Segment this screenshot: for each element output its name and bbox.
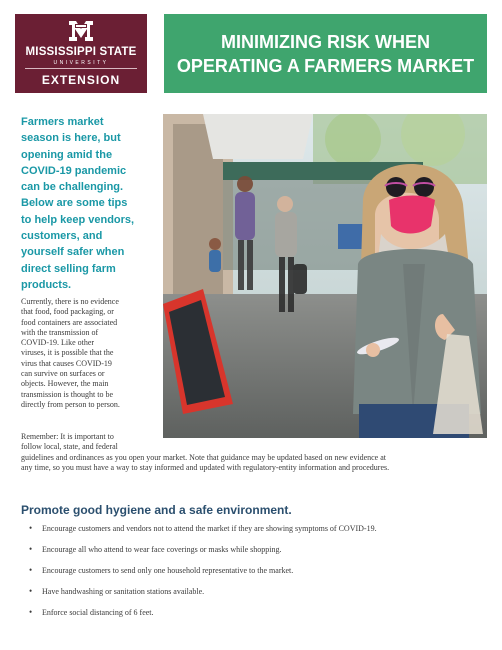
- paragraph-line: that food, food packaging, or: [21, 307, 114, 317]
- list-item: • Encourage customers to send only one household representative to the market.: [29, 563, 489, 584]
- intro-line: customers, and: [21, 230, 103, 243]
- intro-line: season is here, but: [21, 132, 121, 145]
- page-title-line-2: OPERATING A FARMERS MARKET: [176, 56, 475, 76]
- remember-paragraph: [21, 432, 491, 473]
- msu-extension-logo: [15, 14, 147, 93]
- paragraph-line: Remember: It is important to: [21, 432, 114, 441]
- hygiene-tips-list: [29, 521, 489, 626]
- logo-university-name: MISSISSIPPI STATE: [25, 46, 137, 58]
- intro-line: Farmers market: [21, 116, 104, 128]
- paragraph-line: guidelines and ordinances as you open your market. Note that guidance may be updated based on new evidence at: [21, 452, 386, 462]
- list-item: • Encourage all who attend to wear face coverings or masks while shopping.: [29, 542, 489, 563]
- list-item: • Have handwashing or sanitation stations available.: [29, 584, 489, 605]
- intro-line: can be challenging.: [21, 181, 124, 194]
- paragraph-line: COVID-19. Like other: [21, 338, 95, 348]
- paragraph-line: food containers are associated: [21, 317, 118, 327]
- market-shopper-photo: [163, 114, 487, 438]
- intro-line: direct selling farm: [21, 262, 116, 275]
- intro-line: opening amid the: [21, 148, 113, 161]
- intro-callout: [21, 114, 161, 293]
- section-heading: Promote good hygiene and a safe environment.: [21, 503, 292, 517]
- msu-m-emblem-icon: [67, 19, 95, 43]
- intro-line: to help keep vendors,: [21, 213, 135, 226]
- paragraph-line: virus that causes COVID-19: [21, 358, 112, 368]
- page-title-line-1: MINIMIZING RISK WHEN: [221, 32, 430, 52]
- photo-illustration: [163, 114, 487, 438]
- paragraph-line: any time, so you must have a way to stay informed and updated with regulatory-entity information and procedures.: [21, 462, 390, 472]
- logo-university-subtitle: UNIVERSITY: [53, 60, 109, 66]
- page-title-banner: [164, 14, 487, 93]
- paragraph-line: viruses, it is possible that the: [21, 348, 114, 358]
- paragraph-line: follow local, state, and federal: [21, 442, 118, 452]
- intro-line: COVID-19 pandemic: [21, 164, 127, 177]
- paragraph-line: with the transmission of: [21, 327, 99, 337]
- paragraph-line: directly from person to person.: [21, 399, 120, 409]
- intro-line: Below are some tips: [21, 197, 128, 210]
- logo-divider: [25, 68, 137, 69]
- list-item: • Enforce social distancing of 6 feet.: [29, 605, 489, 626]
- paragraph-line: transmission is thought to be: [21, 389, 113, 399]
- paragraph-line: can survive on surfaces or: [21, 369, 105, 379]
- intro-line: yourself safer when: [21, 246, 125, 259]
- paragraph-line: objects. However, the main: [21, 379, 109, 389]
- intro-line: products.: [21, 278, 72, 291]
- list-item: • Encourage customers and vendors not to attend the market if they are showing symptoms of COVID-19.: [29, 521, 489, 542]
- evidence-paragraph: [21, 297, 163, 410]
- logo-extension-label: EXTENSION: [41, 73, 121, 87]
- paragraph-line: Currently, there is no evidence: [21, 297, 119, 306]
